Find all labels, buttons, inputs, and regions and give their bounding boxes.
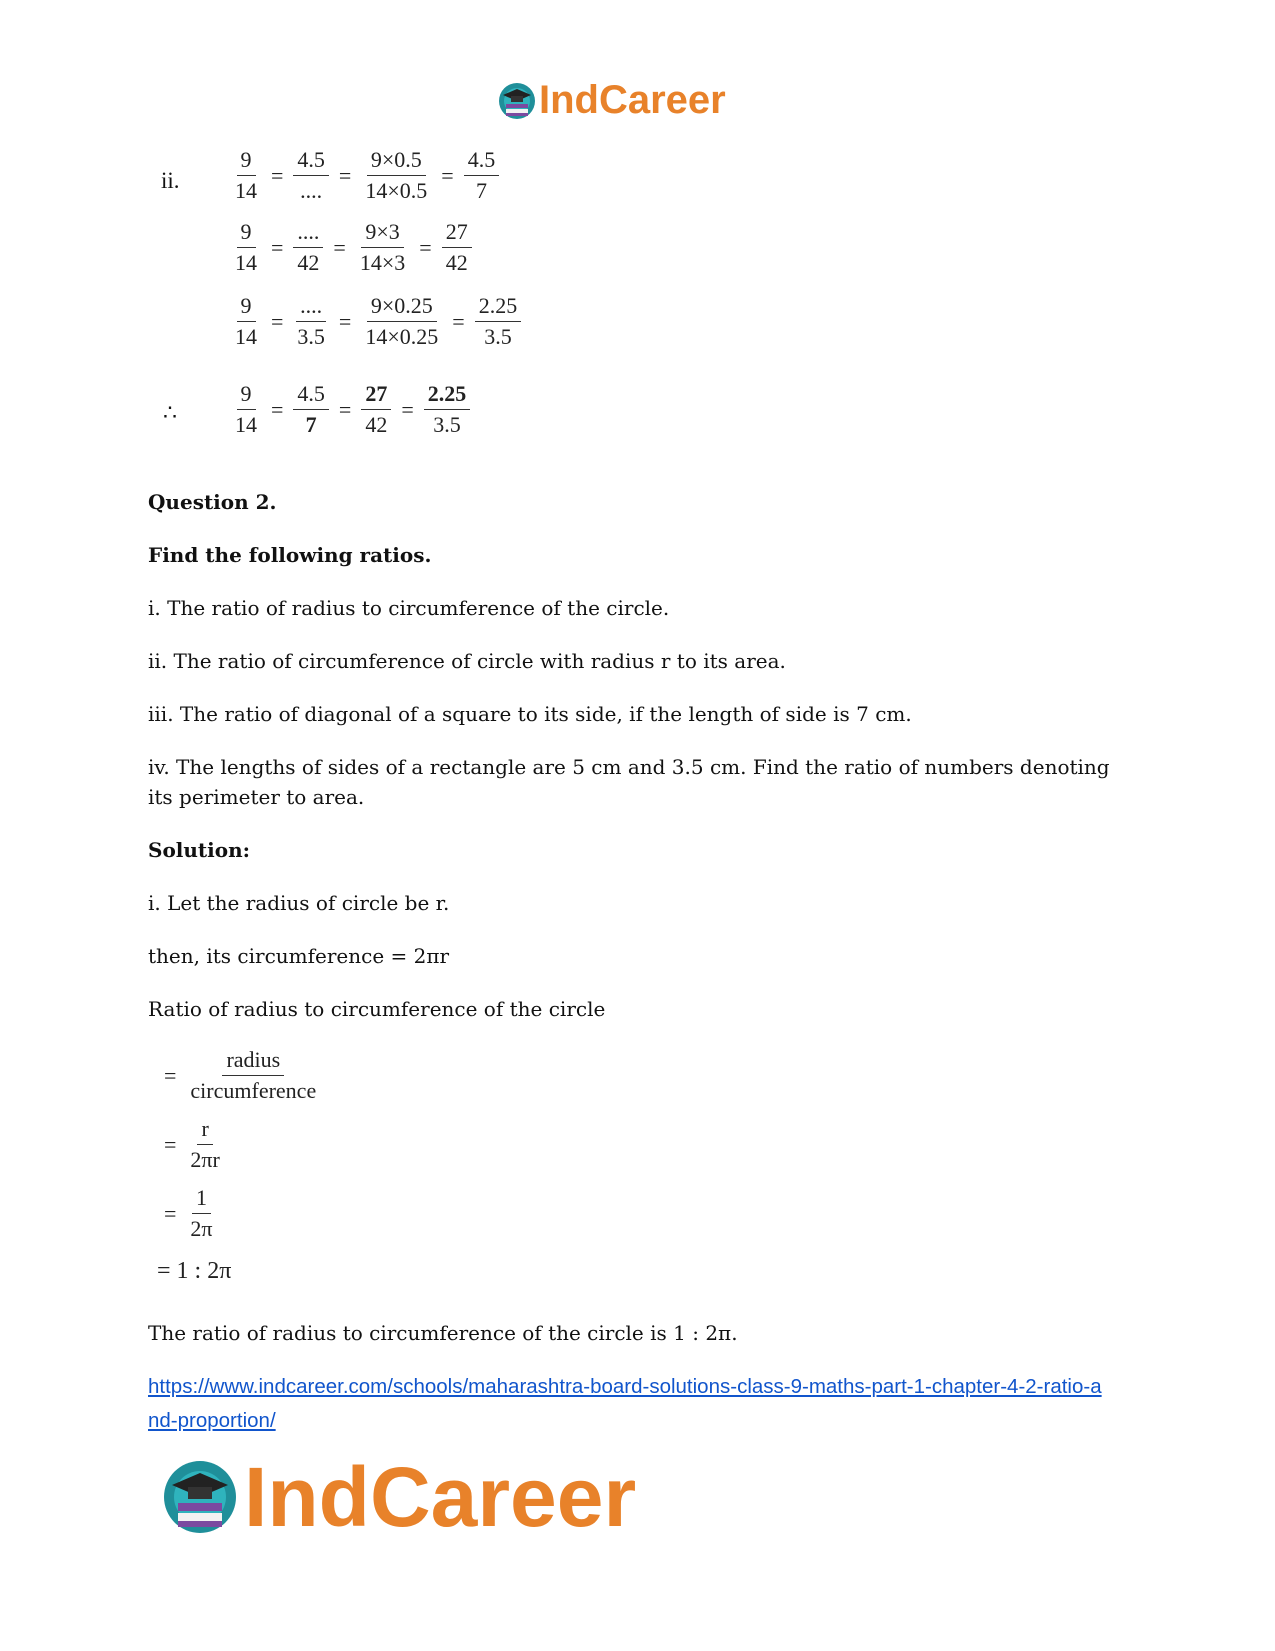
denominator: 14×0.5 xyxy=(365,178,428,204)
fraction xyxy=(231,294,261,349)
denominator: 42 xyxy=(445,250,468,276)
fraction-row xyxy=(228,148,502,203)
fraction xyxy=(361,294,442,349)
fraction xyxy=(231,148,261,203)
numerator: 9 xyxy=(237,148,256,176)
denominator: 3.5 xyxy=(484,324,512,350)
fraction-row xyxy=(228,294,524,349)
fraction-row xyxy=(228,220,475,275)
part-label: ii. xyxy=(161,168,180,193)
numerator: 2.25 xyxy=(475,294,522,322)
denominator: 7 xyxy=(475,178,487,204)
equals-sign: = xyxy=(164,1200,177,1226)
numerator: 2.25 xyxy=(424,382,471,410)
graduation-cap-book-icon xyxy=(160,1457,240,1537)
solution-final-step: = 1 : 2π xyxy=(157,1258,232,1284)
solution-line: Ratio of radius to circumference of the circle xyxy=(148,997,606,1021)
equals-sign: = xyxy=(338,162,352,188)
numerator: radius xyxy=(222,1048,284,1076)
denominator: 14×3 xyxy=(359,250,406,276)
equals-sign: = xyxy=(419,234,432,260)
therefore-symbol: ∴ xyxy=(163,400,177,425)
solution-step xyxy=(157,1186,220,1241)
denominator: 3.5 xyxy=(433,412,461,438)
fraction xyxy=(231,220,261,275)
brand-name: IndCareer xyxy=(539,78,726,122)
equals-sign: = xyxy=(441,162,454,188)
numerator: .... xyxy=(293,220,323,248)
question-prompt: Find the following ratios. xyxy=(148,543,432,567)
fraction xyxy=(424,382,471,437)
numerator: 9×3 xyxy=(361,220,403,248)
footer-logo xyxy=(160,1450,637,1544)
solution-line: i. Let the radius of circle be r. xyxy=(148,891,450,915)
question-item: ii. The ratio of circumference of circle with radius r to its area. xyxy=(148,649,786,673)
denominator: 2π xyxy=(190,1216,213,1242)
numerator: 27 xyxy=(442,220,472,248)
numerator: 9×0.25 xyxy=(367,294,437,322)
fraction xyxy=(186,1186,216,1241)
result-row xyxy=(228,382,473,437)
denominator: 7 xyxy=(305,412,317,438)
solution-conclusion: The ratio of radius to circumference of the circle is 1 : 2π. xyxy=(148,1321,738,1345)
fraction xyxy=(293,220,323,275)
numerator: 1 xyxy=(192,1186,211,1214)
fraction xyxy=(186,1117,223,1172)
numerator: r xyxy=(197,1117,212,1145)
equals-sign: = xyxy=(271,308,284,334)
numerator: 27 xyxy=(361,382,391,410)
denominator: 14×0.25 xyxy=(365,324,439,350)
numerator: 4.5 xyxy=(464,148,500,176)
denominator: circumference xyxy=(190,1078,317,1104)
solution-title: Solution: xyxy=(148,838,251,862)
denominator: 42 xyxy=(365,412,388,438)
denominator: 2πr xyxy=(190,1147,220,1173)
source-link[interactable]: https://www.indcareer.com/schools/maharashtra-board-solutions-class-9-maths-part-1-chapter-4-2-ratio-and-proportion/ xyxy=(148,1375,1102,1432)
equals-sign: = xyxy=(271,234,284,260)
denominator: .... xyxy=(300,178,323,204)
graduation-cap-book-icon xyxy=(497,81,537,121)
fraction xyxy=(231,382,261,437)
question-title: Question 2. xyxy=(148,490,277,514)
solution-step xyxy=(157,1117,227,1172)
equals-sign: = xyxy=(271,396,284,422)
fraction xyxy=(361,148,431,203)
fraction xyxy=(293,148,329,203)
equals-sign: = xyxy=(401,396,414,422)
denominator: 42 xyxy=(297,250,320,276)
equals-sign: = xyxy=(164,1062,177,1088)
denominator: 14 xyxy=(235,178,257,204)
numerator: 9 xyxy=(237,382,256,410)
equals-sign: = xyxy=(164,1131,177,1157)
fraction xyxy=(293,294,329,349)
fraction xyxy=(293,382,329,437)
numerator: .... xyxy=(296,294,326,322)
numerator: 9 xyxy=(237,294,256,322)
fraction xyxy=(186,1048,320,1103)
denominator: 3.5 xyxy=(297,324,325,350)
numerator: 9×0.5 xyxy=(367,148,426,176)
fraction xyxy=(464,148,500,203)
equals-sign: = xyxy=(338,396,352,422)
numerator: 4.5 xyxy=(293,148,329,176)
brand-name: IndCareer xyxy=(244,1450,637,1544)
equals-sign: = xyxy=(271,162,284,188)
numerator: 4.5 xyxy=(293,382,329,410)
header-logo xyxy=(497,78,726,123)
denominator: 14 xyxy=(235,412,257,438)
denominator: 14 xyxy=(235,324,257,350)
solution-step xyxy=(157,1048,323,1103)
equals-sign: = xyxy=(338,308,352,334)
numerator: 9 xyxy=(237,220,256,248)
solution-line: then, its circumference = 2πr xyxy=(148,944,450,968)
fraction xyxy=(361,382,391,437)
fraction xyxy=(475,294,522,349)
equals-sign: = xyxy=(452,308,465,334)
equals-sign: = xyxy=(333,234,346,260)
question-item: i. The ratio of radius to circumference of the circle. xyxy=(148,596,670,620)
question-item: iv. The lengths of sides of a rectangle are 5 cm and 3.5 cm. Find the ratio of numbers denoting its perimeter to area. xyxy=(148,755,1110,809)
fraction xyxy=(442,220,472,275)
question-item: iii. The ratio of diagonal of a square to its side, if the length of side is 7 cm. xyxy=(148,702,912,726)
denominator: 14 xyxy=(235,250,257,276)
fraction xyxy=(356,220,409,275)
